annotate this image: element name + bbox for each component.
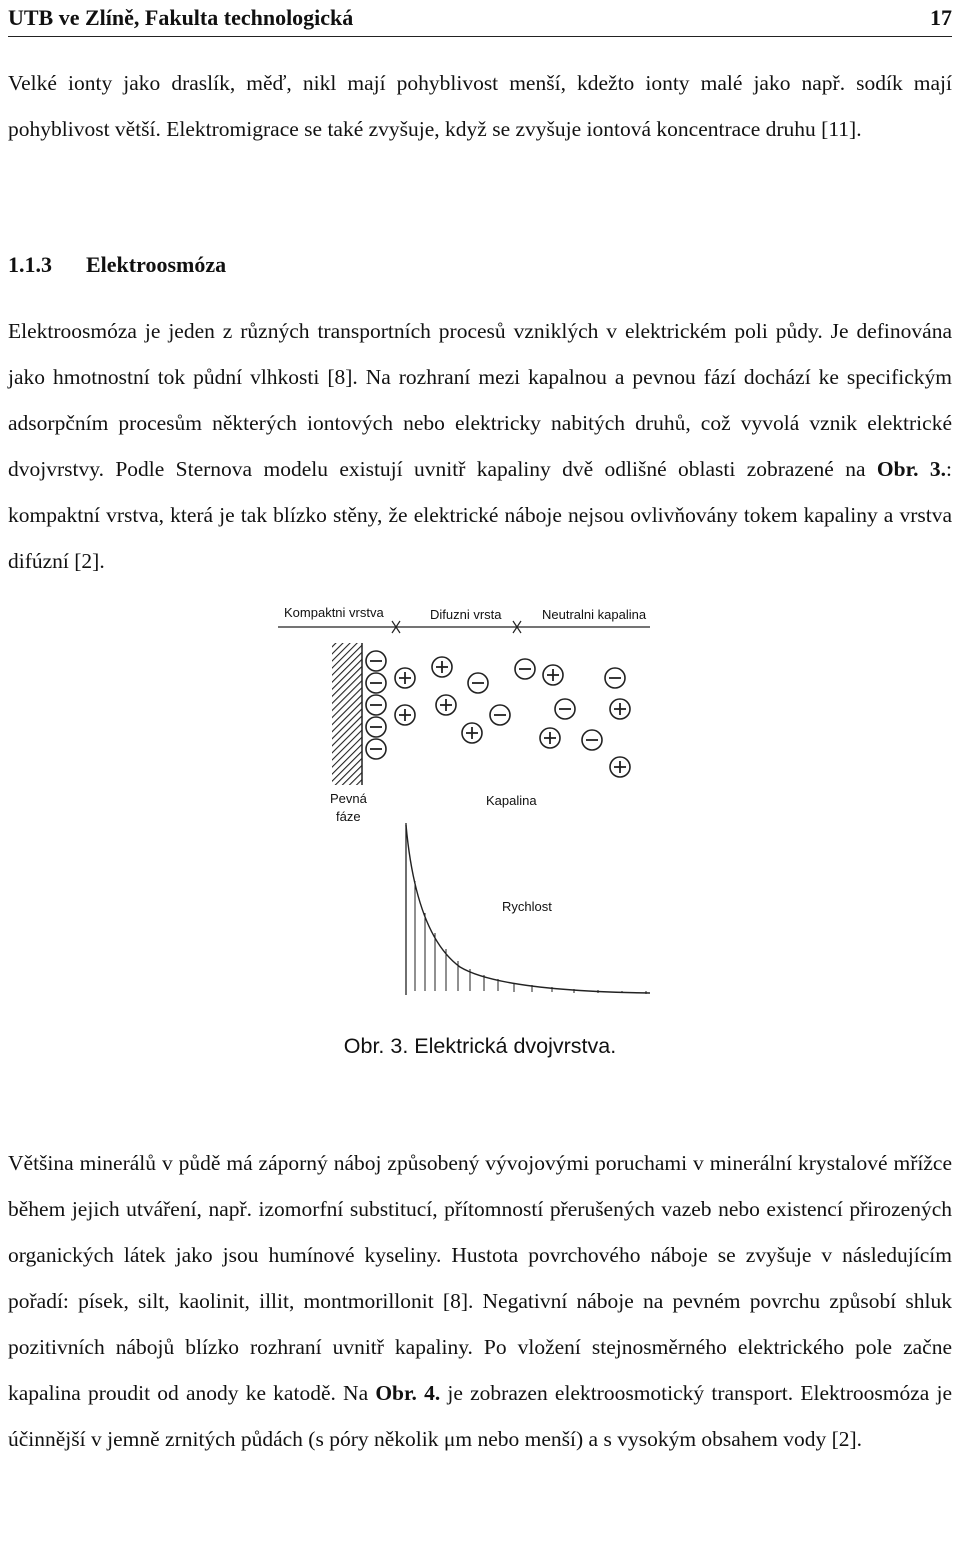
paragraph-text: je zobrazen elektroosmotický transport. Elektroosmóza je účinnější v jemně zrnitých půdách (s póry několik μm nebo menší) a s vysokým obsahem vody [2]. (8, 1381, 952, 1451)
paragraph-electromigration: Velké ionty jako draslík, měď, nikl mají pohyblivost menší, kdežto ionty malé jako např. sodík mají pohyblivost větší. Elektromigrace se také zvyšuje, když se zvyšuje iontová koncentrace druhu [11]. (8, 71, 952, 141)
section-number: 1.1.3 (8, 252, 52, 277)
paragraph-electroosmosis (8, 308, 952, 584)
double-layer-figure (270, 595, 670, 1000)
paragraph-text: : kompaktní vrstva, která je tak blízko stěny, že elektrické náboje nejsou ovlivňovány tokem kapaliny a vrstva difúzní [2]. (8, 457, 952, 573)
header-title: UTB ve Zlíně, Fakulta technologická (8, 5, 354, 30)
label-neutral-liquid: Neutralni kapalina (542, 607, 647, 622)
paragraph-minerals (8, 1140, 952, 1462)
solid-phase-hatch (332, 643, 362, 785)
section-heading (8, 252, 226, 278)
double-layer-diagram (270, 595, 670, 1000)
figure-reference: Obr. 3. (876, 457, 947, 481)
page-number: 17 (930, 5, 952, 30)
label-velocity: Rychlost (502, 899, 552, 914)
label-liquid: Kapalina (486, 793, 537, 808)
figure-caption: Obr. 3. Elektrická dvojvrstva. (343, 1034, 617, 1058)
section-title: Elektroosmóza (86, 252, 227, 277)
figure-reference: Obr. 4. (375, 1381, 441, 1405)
label-solid-phase-1: Pevná (330, 791, 367, 806)
paragraph-text: Elektroosmóza je jeden z různých transportních procesů vzniklých v elektrickém poli půdy. Je definována jako hmotnostní tok půdní vlhkosti [8]. Na rozhraní mezi kapalnou a pevnou fází dochází ke specifickým adsorpčním procesům některých iontových nebo elektricky nabitých druhů, což vyvolá vznik elektrické dvojvrstvy. Podle Sternova modelu existují uvnitř kapaliny dvě odlišné oblasti zobrazené na (8, 319, 952, 481)
velocity-arrows (415, 881, 646, 994)
page-header (8, 0, 952, 37)
label-compact-layer: Kompaktni vrstva (284, 605, 384, 620)
label-solid-phase-2: fáze (336, 809, 361, 824)
paragraph-text: Většina minerálů v půdě má záporný náboj způsobený vývojovými poruchami v minerální krystalové mřížce během jejich utváření, např. izomorfní substitucí, přítomností přerušených vazeb nebo existencí přirozených organických látek jako jsou humínové kyseliny. Hustota povrchového náboje se zvyšuje v následujícím pořadí: písek, silt, kaolinit, illit, montmorillonit [8]. Negativní náboje na pevném povrchu způsobí shluk pozitivních nábojů blízko rozhraní uvnitř kapaliny. Po vložení stejnosměrného elektrického pole začne kapalina proudit od anody ke katodě. Na (8, 1151, 952, 1405)
label-diffuse-layer: Difuzni vrsta (430, 607, 502, 622)
